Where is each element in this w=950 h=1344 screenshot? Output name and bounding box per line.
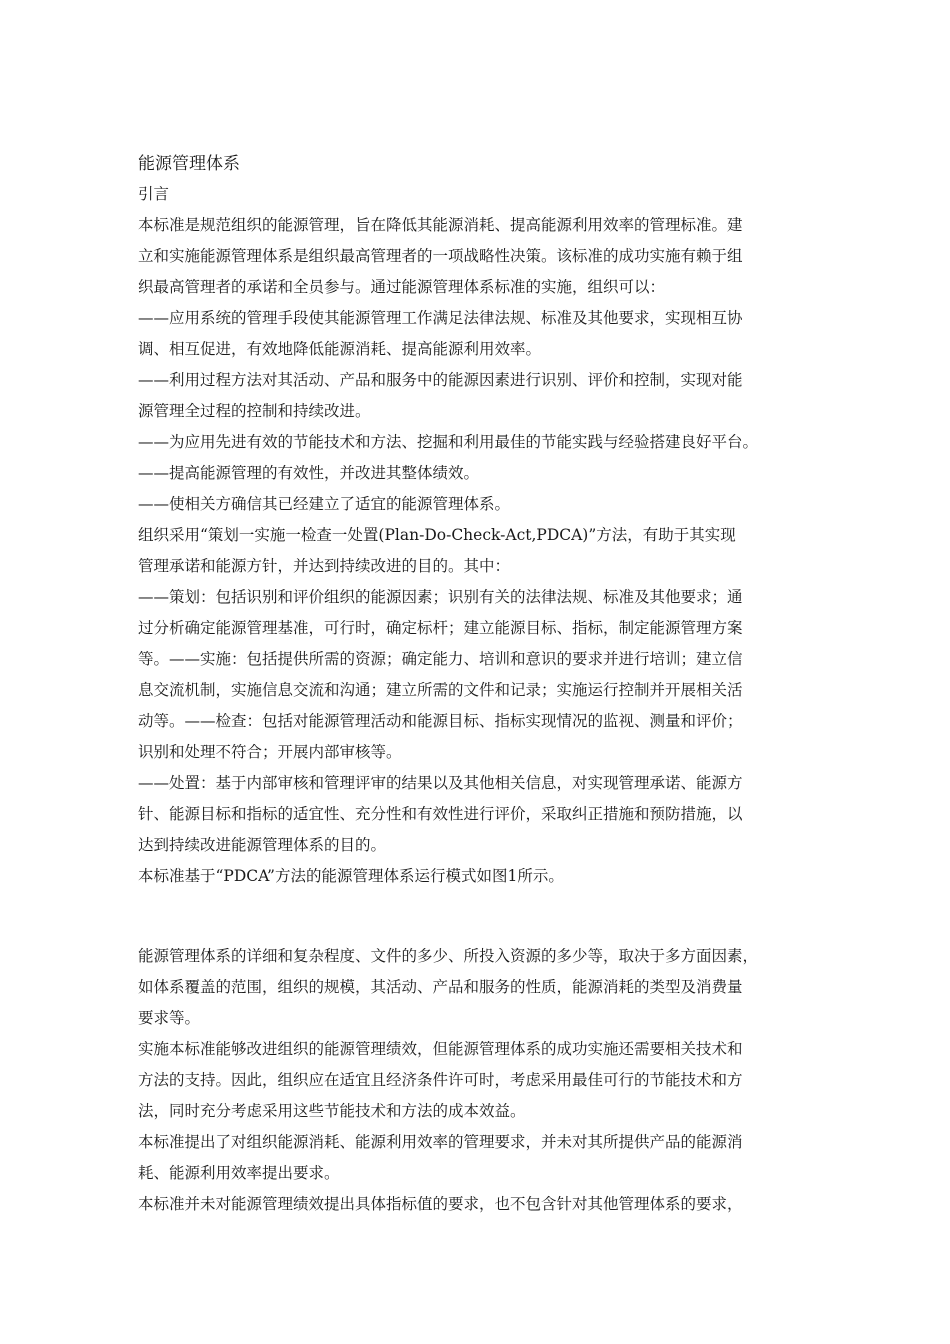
text-line: 织最高管理者的承诺和全员参与。通过能源管理体系标准的实施，组织可以： xyxy=(138,278,666,296)
text-line: 引言 xyxy=(138,185,170,203)
body-text-top xyxy=(138,179,818,892)
text-line: ——为应用先进有效的节能技术和方法、挖掘和利用最佳的节能实践与经验搭建良好平台。 xyxy=(138,433,759,451)
text-line: 管理承诺和能源方针，并达到持续改进的目的。其中： xyxy=(138,557,511,575)
text-line: ——提高能源管理的有效性，并改进其整体绩效。 xyxy=(138,464,480,482)
text-line: 达到持续改进能源管理体系的目的。 xyxy=(138,836,387,854)
text-line: ——处置：基于内部审核和管理评审的结果以及其他相关信息，对实现管理承诺、能源方 xyxy=(138,774,743,792)
body-text-bottom xyxy=(138,941,818,1220)
text-line: 能源管理体系的详细和复杂程度、文件的多少、所投入资源的多少等，取决于多方面因素， xyxy=(138,947,759,965)
text-line: 耗、能源利用效率提出要求。 xyxy=(138,1164,340,1182)
text-line: 识别和处理不符合；开展内部审核等。 xyxy=(138,743,402,761)
text-line: 法，同时充分考虑采用这些节能技术和方法的成本效益。 xyxy=(138,1102,526,1120)
text-line: 组织采用“策划一实施一检查一处置(Plan-Do-Check-Act,PDCA)”方法，有助于其实现 xyxy=(138,526,736,544)
text-line: 本标准提出了对组织能源消耗、能源利用效率的管理要求，并未对其所提供产品的能源消 xyxy=(138,1133,743,1151)
text-line: 实施本标准能够改进组织的能源管理绩效，但能源管理体系的成功实施还需要相关技术和 xyxy=(138,1040,743,1058)
text-line: ——应用系统的管理手段使其能源管理工作满足法律法规、标准及其他要求，实现相互协 xyxy=(138,309,743,327)
document-title: 能源管理体系 xyxy=(138,154,240,174)
text-line: 过分析确定能源管理基准，可行时，确定标杆；建立能源目标、指标，制定能源管理方案 xyxy=(138,619,743,637)
text-line: ——利用过程方法对其活动、产品和服务中的能源因素进行识别、评价和控制，实现对能 xyxy=(138,371,743,389)
text-line: 本标准是规范组织的能源管理，旨在降低其能源消耗、提高能源利用效率的管理标准。建 xyxy=(138,216,743,234)
text-line: 方法的支持。因此，组织应在适宜且经济条件许可时，考虑采用最佳可行的节能技术和方 xyxy=(138,1071,743,1089)
text-line: 立和实施能源管理体系是组织最高管理者的一项战略性决策。该标准的成功实施有赖于组 xyxy=(138,247,743,265)
text-line: 源管理全过程的控制和持续改进。 xyxy=(138,402,371,420)
text-line: 息交流机制，实施信息交流和沟通；建立所需的文件和记录；实施运行控制并开展相关活 xyxy=(138,681,743,699)
text-line: 动等。——检查：包括对能源管理活动和能源目标、指标实现情况的监视、测量和评价； xyxy=(138,712,743,730)
text-line: 针、能源目标和指标的适宜性、充分性和有效性进行评价，采取纠正措施和预防措施，以 xyxy=(138,805,743,823)
text-line: 本标准并未对能源管理绩效提出具体指标值的要求，也不包含针对其他管理体系的要求， xyxy=(138,1195,743,1213)
text-line: ——策划：包括识别和评价组织的能源因素；识别有关的法律法规、标准及其他要求；通 xyxy=(138,588,743,606)
text-line: 如体系覆盖的范围，组织的规模，其活动、产品和服务的性质，能源消耗的类型及消费量 xyxy=(138,978,743,996)
text-line: 调、相互促进，有效地降低能源消耗、提高能源利用效率。 xyxy=(138,340,542,358)
text-line: 等。——实施：包括提供所需的资源；确定能力、培训和意识的要求并进行培训；建立信 xyxy=(138,650,743,668)
text-line: ——使相关方确信其已经建立了适宜的能源管理体系。 xyxy=(138,495,511,513)
text-line: 要求等。 xyxy=(138,1009,201,1027)
text-line: 本标准基于“PDCA”方法的能源管理体系运行模式如图1所示。 xyxy=(138,867,564,885)
